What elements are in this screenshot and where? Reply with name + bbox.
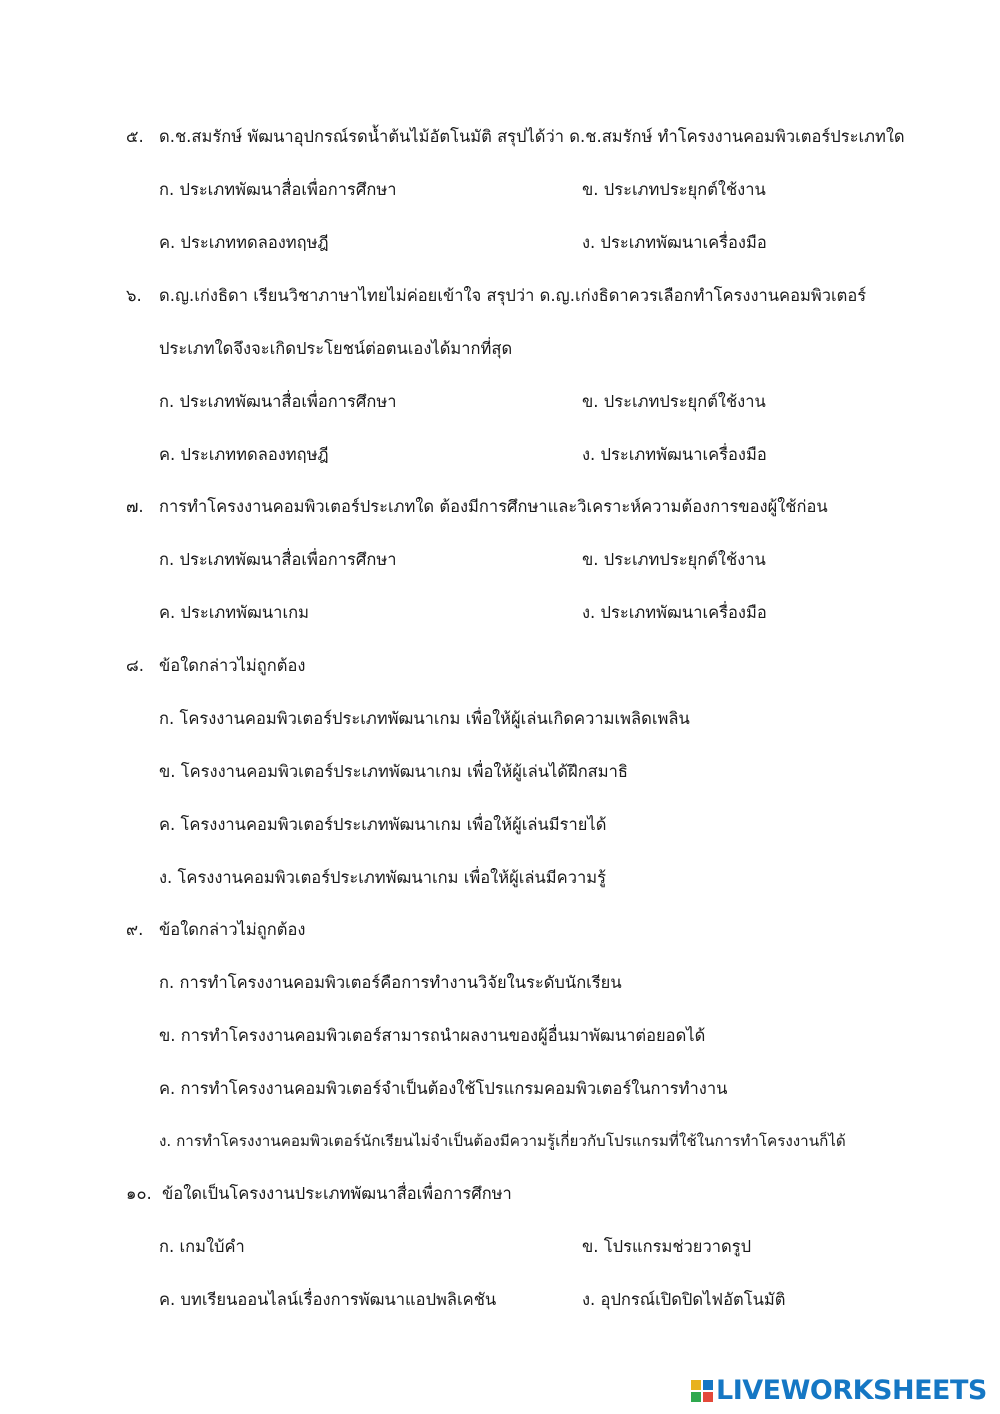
choice-c[interactable]: ค. การทำโครงงานคอมพิวเตอร์จำเป็นต้องใช้โปรแกรมคอมพิวเตอร์ในการทำงาน <box>159 1079 728 1098</box>
question-text: ข้อใดกล่าวไม่ถูกต้อง <box>159 656 306 675</box>
choice-c[interactable]: ค. ประเภททดลองทฤษฎี <box>159 445 329 464</box>
choice-b[interactable]: ข. โปรแกรมช่วยวาดรูป <box>582 1237 752 1256</box>
choice-b[interactable]: ข. ประเภทประยุกต์ใช้งาน <box>582 550 766 569</box>
question-text: การทำโครงงานคอมพิวเตอร์ประเภทใด ต้องมีการศึกษาและวิเคราะห์ความต้องการของผู้ใช้ก่อน <box>159 497 828 516</box>
choice-c[interactable]: ค. ประเภททดลองทฤษฎี <box>159 233 329 252</box>
choice-a[interactable]: ก. ประเภทพัฒนาสื่อเพื่อการศึกษา <box>159 180 397 199</box>
question-text: ข้อใดกล่าวไม่ถูกต้อง <box>159 920 306 939</box>
liveworksheets-logo[interactable] <box>691 1376 987 1406</box>
question-text-continued: ประเภทใดจึงจะเกิดประโยชน์ต่อตนเองได้มากที่สุด <box>159 339 513 358</box>
choice-d[interactable]: ง. ประเภทพัฒนาเครื่องมือ <box>582 445 767 464</box>
liveworksheets-wordmark: LIVEWORKSHEETS <box>716 1375 987 1406</box>
choice-b[interactable]: ข. ประเภทประยุกต์ใช้งาน <box>582 392 766 411</box>
choice-a[interactable]: ก. เกมใบ้คำ <box>159 1237 245 1256</box>
choice-d[interactable]: ง. โครงงานคอมพิวเตอร์ประเภทพัฒนาเกม เพื่อให้ผู้เล่นมีความรู้ <box>159 868 606 887</box>
question-text: ด.ช.สมรักษ์ พัฒนาอุปกรณ์รดน้ำต้นไม้อัตโนมัติ สรุปได้ว่า ด.ช.สมรักษ์ ทำโครงงานคอมพิวเตอร์ประเภทใด <box>159 127 905 146</box>
choice-d[interactable]: ง. อุปกรณ์เปิดปิดไฟอัตโนมัติ <box>582 1290 786 1309</box>
question-number: ๑๐. <box>126 1184 152 1203</box>
choice-c[interactable]: ค. บทเรียนออนไลน์เรื่องการพัฒนาแอปพลิเคชัน <box>159 1290 497 1309</box>
question-number: ๖. <box>126 286 142 305</box>
choice-a[interactable]: ก. ประเภทพัฒนาสื่อเพื่อการศึกษา <box>159 392 397 411</box>
question-number: ๕. <box>126 127 144 146</box>
choice-c[interactable]: ค. ประเภทพัฒนาเกม <box>159 603 309 622</box>
question-text: ด.ญ.เก่งธิดา เรียนวิชาภาษาไทยไม่ค่อยเข้าใจ สรุปว่า ด.ญ.เก่งธิดาควรเลือกทำโครงงานคอมพิวเตอร์ <box>159 286 867 305</box>
choice-d[interactable]: ง. ประเภทพัฒนาเครื่องมือ <box>582 603 767 622</box>
choice-a[interactable]: ก. โครงงานคอมพิวเตอร์ประเภทพัฒนาเกม เพื่อให้ผู้เล่นเกิดความเพลิดเพลิน <box>159 709 690 728</box>
choice-d[interactable]: ง. ประเภทพัฒนาเครื่องมือ <box>582 233 767 252</box>
liveworksheets-logo-icon <box>691 1380 713 1402</box>
choice-d[interactable]: ง. การทำโครงงานคอมพิวเตอร์นักเรียนไม่จำเป็นต้องมีความรู้เกี่ยวกับโปรแกรมที่ใช้ในการทำโครงงานก็ได้ <box>159 1132 846 1150</box>
choice-b[interactable]: ข. โครงงานคอมพิวเตอร์ประเภทพัฒนาเกม เพื่อให้ผู้เล่นได้ฝึกสมาธิ <box>159 762 628 781</box>
choice-c[interactable]: ค. โครงงานคอมพิวเตอร์ประเภทพัฒนาเกม เพื่อให้ผู้เล่นมีรายได้ <box>159 815 607 834</box>
question-text: ข้อใดเป็นโครงงานประเภทพัฒนาสื่อเพื่อการศึกษา <box>162 1184 512 1203</box>
question-number: ๙. <box>126 920 144 939</box>
choice-a[interactable]: ก. การทำโครงงานคอมพิวเตอร์คือการทำงานวิจัยในระดับนักเรียน <box>159 973 622 992</box>
choice-a[interactable]: ก. ประเภทพัฒนาสื่อเพื่อการศึกษา <box>159 550 397 569</box>
question-number: ๘. <box>126 656 144 675</box>
choice-b[interactable]: ข. การทำโครงงานคอมพิวเตอร์สามารถนำผลงานของผู้อื่นมาพัฒนาต่อยอดได้ <box>159 1026 706 1045</box>
choice-b[interactable]: ข. ประเภทประยุกต์ใช้งาน <box>582 180 766 199</box>
question-number: ๗. <box>126 497 144 516</box>
